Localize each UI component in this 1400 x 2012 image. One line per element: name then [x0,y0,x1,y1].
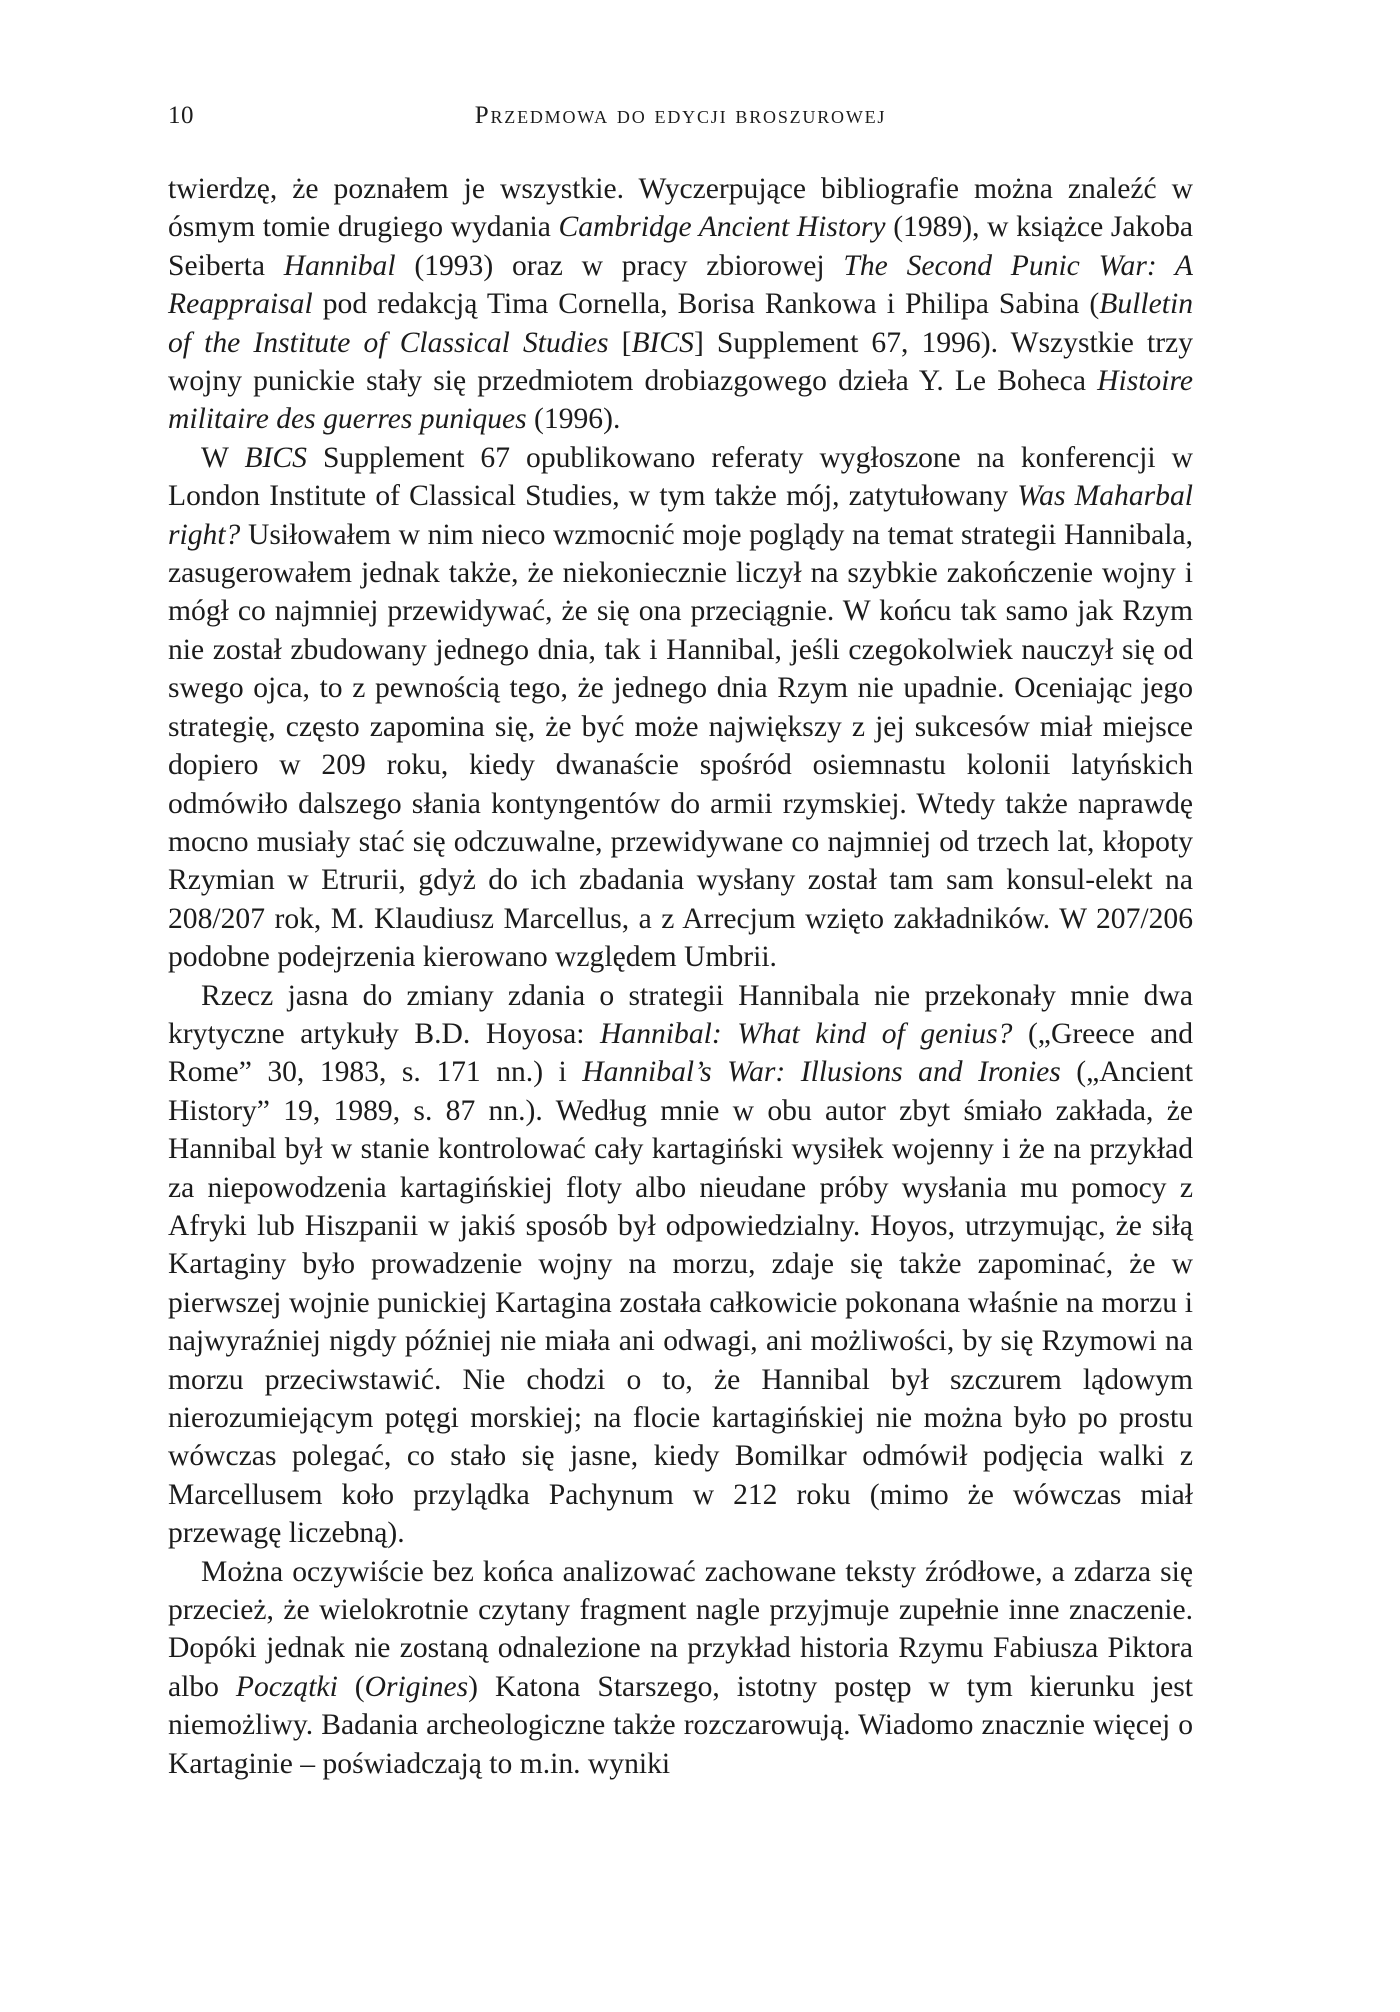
paragraph-text: (1989), w książce Jakoba Seiberta [168,211,1194,282]
paragraph-text: (1996). [526,403,621,436]
italic-title-text: Cambridge Ancient History [558,211,886,244]
italic-title-text: Hannibal: What kind of genius? [600,1017,1013,1050]
paragraph-text: (1993) oraz w pracy zbiorowej [395,249,844,282]
running-head-title: Przedmowa do edycji broszurowej [474,102,887,129]
paragraph-text: ( [337,1670,365,1703]
body-paragraph [168,1553,1193,1783]
italic-title-text: Histoire militaire des guerres puniques [168,365,1193,436]
italic-title-text: The Second Punic War: A Reappraisal [168,249,1193,321]
paragraph-text: ) Katona Starszego, istotny postęp w tym kierunku jest niemożliwy. Badania archeologiczne także rozczarowują. Wiadomo znacznie więcej o Kartaginie – poświadczają to m.in. wyniki [168,1670,1193,1780]
paragraph-text: Supplement 67 opublikowano referaty wygłoszone na konferencji w London Institute of Classical Studies, w tym także mój, zatytułowany [168,441,1193,513]
paragraph-text: Usiłowałem w nim nieco wzmocnić moje poglądy na temat strategii Hannibala, zasugerowałem jednak także, że niekoniecznie liczył na szybkie zakończenie wojny i mógł co najmniej przewidywać, że się ona przeciągnie. W końcu tak samo jak Rzym nie został zbudowany jednego dnia, tak i Hannibal, jeśli czegokolwiek nauczył się od swego ojca, to z pewnością tego, że jednego dnia Rzym nie upadnie. Oceniając jego strategię, często zapomina się, że być może największy z jej sukcesów miał miejsce dopiero w 209 roku, kiedy dwanaście spośród osiemnastu kolonii latyńskich odmówiło dalszego słania kontyngentów do armii rzymskiej. Wtedy także naprawdę mocno musiały stać się odczuwalne, przewidywane co najmniej od trzech lat, kłopoty Rzymian w Etrurii, gdyż do ich zbadania wysłany został tam sam konsul-elekt na 208/207 rok, M. Klaudiusz Marcellus, a z Arrecjum wzięto zakładników. W 207/206 podobne podejrzenia kierowano względem Umbrii. [168,518,1193,974]
body-paragraph [168,977,1193,1553]
italic-title-text: Origines [364,1670,469,1703]
body-paragraph [168,170,1193,439]
paragraph-text: twierdzę, że poznałem je wszystkie. Wyczerpujące bibliografie można znaleźć w ósmym tomie drugiego wydania [168,173,1193,244]
paragraph-text: Można oczywiście bez końca analizować zachowane teksty źródłowe, a zdarza się przecież, że wielokrotnie czytany fragment nagle przyjmuje zupełnie inne znaczenie. Dopóki jednak nie zostaną odnalezione na przykład historia Rzymu Fabiusza Piktora albo [168,1555,1193,1703]
paragraph-text: („Greece and Rome” 30, 1983, s. 171 nn.) i [168,1017,1193,1089]
paragraph-text: pod redakcją Tima Cornella, Borisa Rankowa i Philipa Sabina ( [312,288,1100,321]
paragraph-text: [ [608,326,632,359]
paragraph-text: ] Supplement 67, 1996). Wszystkie trzy wojny punickie stały się przedmiotem drobiazgowego dzieła Y. Le Boheca [168,326,1193,398]
italic-title-text: Początki [235,1670,338,1703]
italic-title-text: Was Maharbal right? [168,480,1193,551]
paragraph-text: W [201,441,245,474]
page-number: 10 [168,102,194,129]
italic-title-text: Hannibal’s War: Illusions and Ironies [582,1056,1061,1089]
italic-title-text: Bulletin of the Institute of Classical Studies [168,288,1193,359]
paragraph-text: Rzecz jasna do zmiany zdania o strategii Hannibala nie przekonały mnie dwa krytyczne artykuły B.D. Hoyosa: [168,979,1193,1050]
running-header [168,96,1193,136]
italic-title-text: BICS [631,326,694,359]
paragraph-text: („Ancient History” 19, 1989, s. 87 nn.). Według mnie w obu autor zbyt śmiało zakłada, że Hannibal był w stanie kontrolować cały kartagiński wysiłek wojenny i że na przykład za niepowodzenia kartagińskiej floty albo nieudane próby wysłania mu pomocy z Afryki lub Hiszpanii w jakiś sposób był odpowiedzialny. Hoyos, utrzymując, że siłą Kartaginy było prowadzenie wojny na morzu, zdaje się także zapominać, że w pierwszej wojnie punickiej Kartagina została całkowicie pokonana właśnie na morzu i najwyraźniej nigdy później nie miała ani odwagi, ani możliwości, by się Rzymowi na morzu przeciwstawić. Nie chodzi o to, że Hannibal był szczurem lądowym nierozumiejącym potęgi morskiej; na flocie kartagińskiej nie można było po prostu wówczas polegać, co stało się jasne, kiedy Bomilkar odmówił podjęcia walki z Marcellusem koło przylądka Pachynum w 212 roku (mimo że wówczas miał przewagę liczebną). [168,1056,1193,1550]
italic-title-text: Hannibal [283,249,396,282]
body-paragraph [168,439,1193,977]
italic-title-text: BICS [244,441,307,474]
body-text [168,170,1193,1783]
